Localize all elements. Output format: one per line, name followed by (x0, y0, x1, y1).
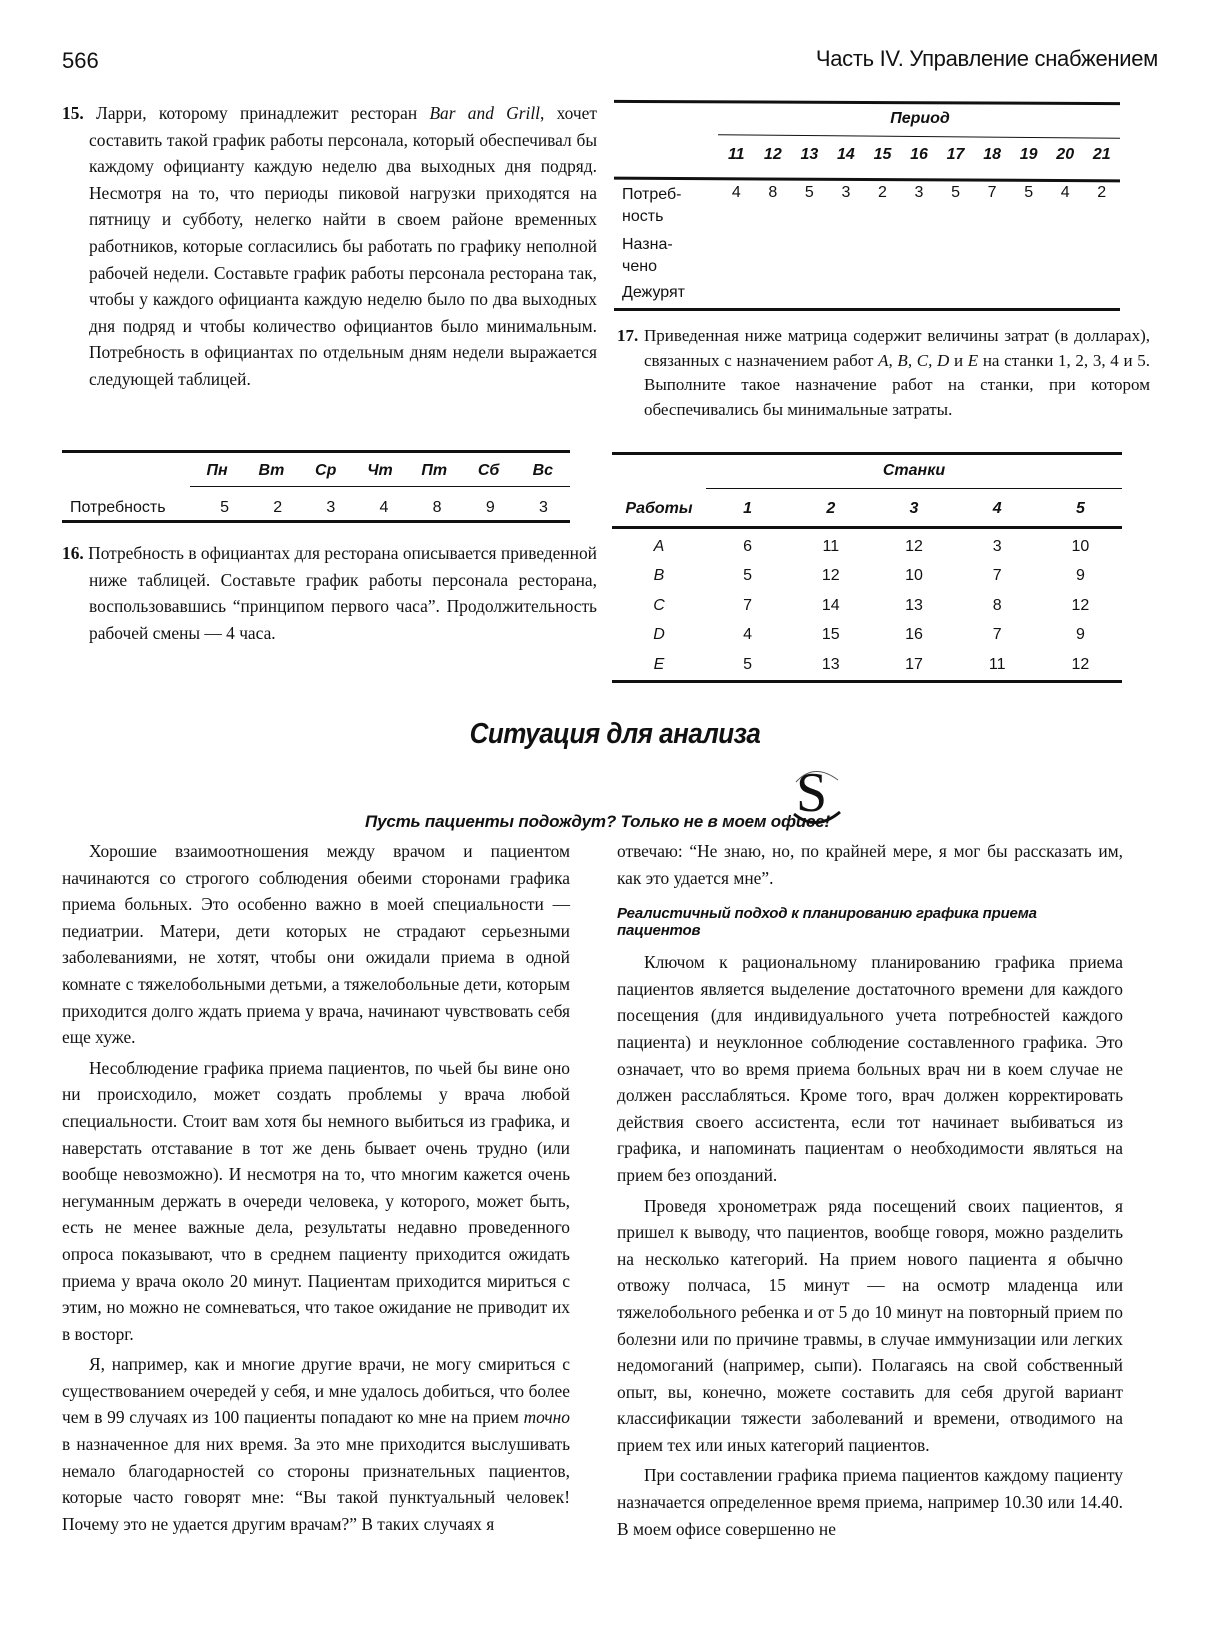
table-17-job-label: E (653, 655, 665, 673)
table-16-period-header: 20 (1056, 146, 1075, 163)
table-16-value: 4 (1060, 184, 1070, 201)
table-16-group-header: Период (890, 110, 950, 127)
problem-15-number: 15. (62, 103, 84, 123)
table-17-cost: 17 (905, 655, 923, 673)
problem-15 (62, 100, 597, 393)
running-head: Часть IV. Управление снабжением (815, 46, 1158, 71)
table-16-period-header: 19 (1019, 146, 1038, 163)
table-16-value: 2 (878, 184, 887, 201)
table-15-day-header: Чт (367, 462, 393, 479)
table-16-header-rule (614, 177, 1120, 183)
table-17-row (612, 621, 1122, 651)
case-right-paragraph-2: Проведя хронометраж ряда посещений своих пациентов, я пришел к выводу, что пациентов, вообще говоря, можно разделить на несколько категорий. На прием нового пациента я обычно отвожу полчаса, 15 минут — на осмотр младенца или тяжелобольного ребенка и от 5 до 10 минут на повторный прием по болезни или по причине травмы, в случае иммунизации или легких недомоганий (например, сыпи). Полагаясь на свой собственный опыт, вы, конечно, можете составить для себя другой вариант классификации тяжести заболеваний и времени, отводимого на прием тех или иных категорий пациентов. (617, 1195, 1123, 1455)
table-17-header-rule (612, 526, 1122, 529)
table-17-cost: 8 (992, 596, 1002, 614)
table-17-machines (706, 500, 1122, 518)
table-17-machine-header: 4 (992, 500, 1002, 517)
case-right-subhead: Реалистичный подход к планированию графика приема пациентов (617, 905, 1037, 940)
table-16-period-header: 12 (763, 146, 782, 163)
table-15-value: 5 (220, 499, 230, 516)
table-16-value: 3 (841, 184, 851, 201)
case-left-column (62, 838, 570, 1537)
table-16-value: 7 (987, 184, 997, 201)
table-17-cost: 12 (905, 537, 923, 555)
table-15-row-label: Потребность (70, 499, 166, 516)
table-15-top-rule (62, 450, 570, 453)
table-15-day-header: Пн (206, 462, 228, 479)
table-16-top-rule (614, 100, 1120, 105)
case-subtitle: Пусть пациенты подождут? Только не в моем офисе! (365, 812, 830, 831)
table-17-job-label: A (653, 537, 665, 555)
table-15-value: 9 (485, 499, 495, 516)
table-17-cost: 5 (743, 655, 753, 673)
problem-17 (617, 324, 1150, 422)
table-16-value: 4 (731, 184, 741, 201)
problem-17-jobs: A, B, C, D (878, 350, 950, 370)
table-17-top-rule (612, 452, 1122, 455)
case-right-paragraph-0: отвечаю: “Не знаю, но, по крайней мере, я мог бы рассказать им, как это удается мне”. (617, 841, 1123, 888)
table-17-cost: 12 (821, 567, 840, 585)
table-17-group-rule (706, 488, 1122, 489)
table-16-period-header: 11 (727, 146, 745, 163)
table-17-cost: 3 (992, 537, 1002, 555)
table-17-group-header: Станки (882, 462, 946, 479)
table-16-period-header: 21 (1092, 146, 1111, 163)
case-s-badge-icon (786, 762, 848, 828)
problem-17-text-c: на станки 1, 2, 3, 4 и 5. Выполните такое назначение работ на станки, при котором обеспечивались бы минимальные затраты. (644, 350, 1150, 419)
table-17-bottom-rule (612, 680, 1122, 683)
table-17-body (612, 532, 1122, 680)
table-15-value: 4 (379, 499, 389, 516)
case-right-column (617, 838, 1123, 1542)
table-16-period-header: 16 (910, 146, 928, 163)
table-17-cost: 13 (821, 655, 840, 673)
case-left-paragraph-3 (62, 1351, 570, 1537)
table-16-period-header: 18 (983, 146, 1001, 163)
problem-17-text-a: Приведенная ниже матрица содержит величины затрат (в долларах), связанных с назначением работ (638, 326, 1150, 370)
table-16-value: 5 (1024, 184, 1034, 201)
table-17-row (612, 650, 1122, 680)
page-number: 566 (62, 48, 99, 73)
case-s-letter: S (796, 762, 828, 824)
table-17-cost: 5 (743, 567, 753, 585)
section-title: Ситуация для анализа (469, 716, 761, 750)
problem-15-text-a: Ларри, которому принадлежит ресторан (83, 103, 430, 123)
table-15-header-row (62, 458, 570, 484)
table-17-row-header: Работы (625, 500, 693, 517)
table-16-value: 3 (914, 184, 924, 201)
table-17-job-label: B (653, 567, 665, 585)
table-16-row2-label: Назна-чено (622, 236, 673, 275)
table-16-period-header: 15 (873, 146, 892, 163)
table-17-job-label: D (653, 626, 665, 644)
table-17-job-label: C (653, 596, 665, 614)
table-15-day-header: Вс (532, 462, 554, 479)
table-16-periods (718, 146, 1120, 164)
problem-17-number: 17. (617, 326, 639, 345)
case-left-p3-a: Я, например, как и многие другие врачи, не могу смириться с существованием очередей у себя, и мне удалось добиться, что более чем в 99 случаях из 100 пациенты попадают ко мне на прием (62, 1354, 570, 1428)
table-17-row (612, 591, 1122, 621)
problem-16 (62, 540, 597, 646)
problem-15-restaurant-name: Bar and Grill (429, 103, 540, 123)
table-17-cost: 12 (1071, 596, 1090, 614)
table-15-day-header: Ср (315, 462, 337, 479)
table-17-cost: 7 (743, 596, 753, 614)
table-16-period-header: 14 (837, 146, 855, 163)
table-17-cost: 14 (821, 596, 840, 614)
table-16-bottom-rule (614, 308, 1120, 311)
case-left-p3-b: в назначенное для них время. За это мне приходится выслушивать немало благодарностей со стороны признательных пациентов, которые часто говорят мне: “Вы такой пунктуальный человек! Почему это не удается другим врачам?” В таких случаях я (62, 1434, 570, 1534)
table-17-cost: 15 (821, 626, 840, 644)
problem-17-job-e: E (967, 350, 979, 370)
table-17-cost: 7 (992, 567, 1002, 585)
table-16-row1-values (718, 184, 1120, 202)
table-15-day-header: Сб (477, 462, 500, 479)
table-15-value: 3 (538, 499, 548, 516)
table-17-cost: 9 (1075, 626, 1085, 644)
case-left-p3-emphasis: точно (523, 1407, 570, 1428)
table-16-period-header: 13 (800, 146, 819, 163)
table-16-value: 5 (804, 184, 814, 201)
table-17-row (612, 562, 1122, 592)
table-15-value: 3 (326, 499, 336, 516)
table-17-cost: 10 (905, 567, 923, 585)
case-right-paragraph-3: При составлении графика приема пациентов каждому пациенту назначается определенное время приема, например 10.30 или 14.40. В моем офисе совершенно не (617, 1465, 1123, 1539)
table-15-value: 2 (273, 499, 283, 516)
table-16-row1-label: Потреб-ность (622, 186, 682, 225)
table-17-cost: 10 (1071, 537, 1090, 555)
table-17-cost: 6 (743, 537, 753, 555)
table-15-value: 8 (432, 499, 442, 516)
case-left-paragraph-2: Несоблюдение графика приема пациентов, по чьей бы вине оно ни происходило, может создать проблемы у врача любой специальности. Стоит вам хотя бы немного выбиться из графика, и наверстать отставание в тот же день бывает очень трудно (или вообще невозможно). И несмотря на то, что многим кажется очень негуманным держать в очереди человека, у которого, может быть, есть не менее важные дела, результаты недавно проведенного опроса показывают, что в среднем пациенту приходится ожидать приема у врача около 20 минут. Пациентам приходится мириться с этим, но можно не сомневаться, что такое ожидание не приводит их в восторг. (62, 1057, 570, 1344)
problem-16-text: Потребность в официантах для ресторана описывается приведенной ниже таблицей. Составьте график работы персонала ресторана, воспользовавшись “принципом первого часа”. Продолжительность рабочей смены — 4 часа. (83, 543, 597, 643)
table-15-day-header: Пт (421, 462, 448, 479)
table-17-cost: 11 (822, 537, 840, 555)
problem-15-text-b: , хочет составить такой график работы персонала, который обеспечивал бы каждому официанту каждую неделю два выходных дня подряд. Несмотря на то, что периоды пиковой нагрузки приходятся на пятницу и субботу, нелегко найти в своем районе временных работников, которые согласились бы работать по графику неполной рабочей недели. Составьте график работы персонала ресторана так, чтобы у каждого официанта каждую неделю было по два выходных дня подряд и чтобы количество официантов было минимальным. Потребность в официантах по отдельным дням недели выражается следующей таблицей. (89, 103, 597, 389)
problem-16-number: 16. (62, 543, 84, 563)
table-17-cost: 9 (1075, 567, 1085, 585)
table-16-value: 5 (951, 184, 960, 201)
table-16-value: 8 (768, 184, 778, 201)
table-17-cost: 4 (743, 626, 753, 644)
table-17-cost: 16 (905, 626, 923, 644)
table-17-cost: 12 (1071, 655, 1090, 673)
table-15-row (62, 488, 570, 528)
table-17-row (612, 532, 1122, 562)
case-right-paragraph-1: Ключом к рациональному планированию графика приема пациентов является выделение достаточного времени для каждого посещения (для индивидуального учета потребностей каждого пациента) и неуклонное соблюдение составленного графика. Это означает, что во время приема больных врач ни в коем случае не должен расслабляться. Кроме того, врач должен корректировать действия своего ассистента, если тот начинает выбиваться из графика, и напоминать пациентам о необходимости являться на прием без опозданий. (617, 952, 1123, 1185)
table-16-row3-label: Дежурят (622, 284, 685, 301)
table-17-machine-header: 5 (1075, 500, 1085, 517)
table-16-value: 2 (1097, 184, 1107, 201)
table-15 (62, 458, 570, 528)
case-left-paragraph-1: Хорошие взаимоотношения между врачом и пациентом начинаются со строгого соблюдения обеими сторонами графика приема больных. Это особенно важно в моей специальности — педиатрии. Матери, дети которых не страдают серьезными заболеваниями, не хотят, чтобы они ожидали приема в одной комнате с тяжелобольными детьми, а тяжелобольные дети, которым приходится долго ждать приема у врача, начинают чувствовать себя еще хуже. (62, 841, 570, 1048)
table-17-cost: 11 (988, 655, 1006, 673)
table-17-machine-header: 2 (826, 500, 836, 517)
table-17-cost: 7 (992, 626, 1002, 644)
problem-17-text-b: и (949, 350, 968, 370)
table-17-cost: 13 (905, 596, 923, 614)
table-17-machine-header: 1 (743, 500, 753, 517)
table-15-day-header: Вт (258, 462, 285, 479)
table-16-period-header: 17 (946, 146, 965, 163)
table-16-group-rule (718, 134, 1120, 139)
table-17-machine-header: 3 (909, 500, 919, 517)
table-15-values (198, 499, 570, 517)
table-15-days (190, 462, 570, 480)
